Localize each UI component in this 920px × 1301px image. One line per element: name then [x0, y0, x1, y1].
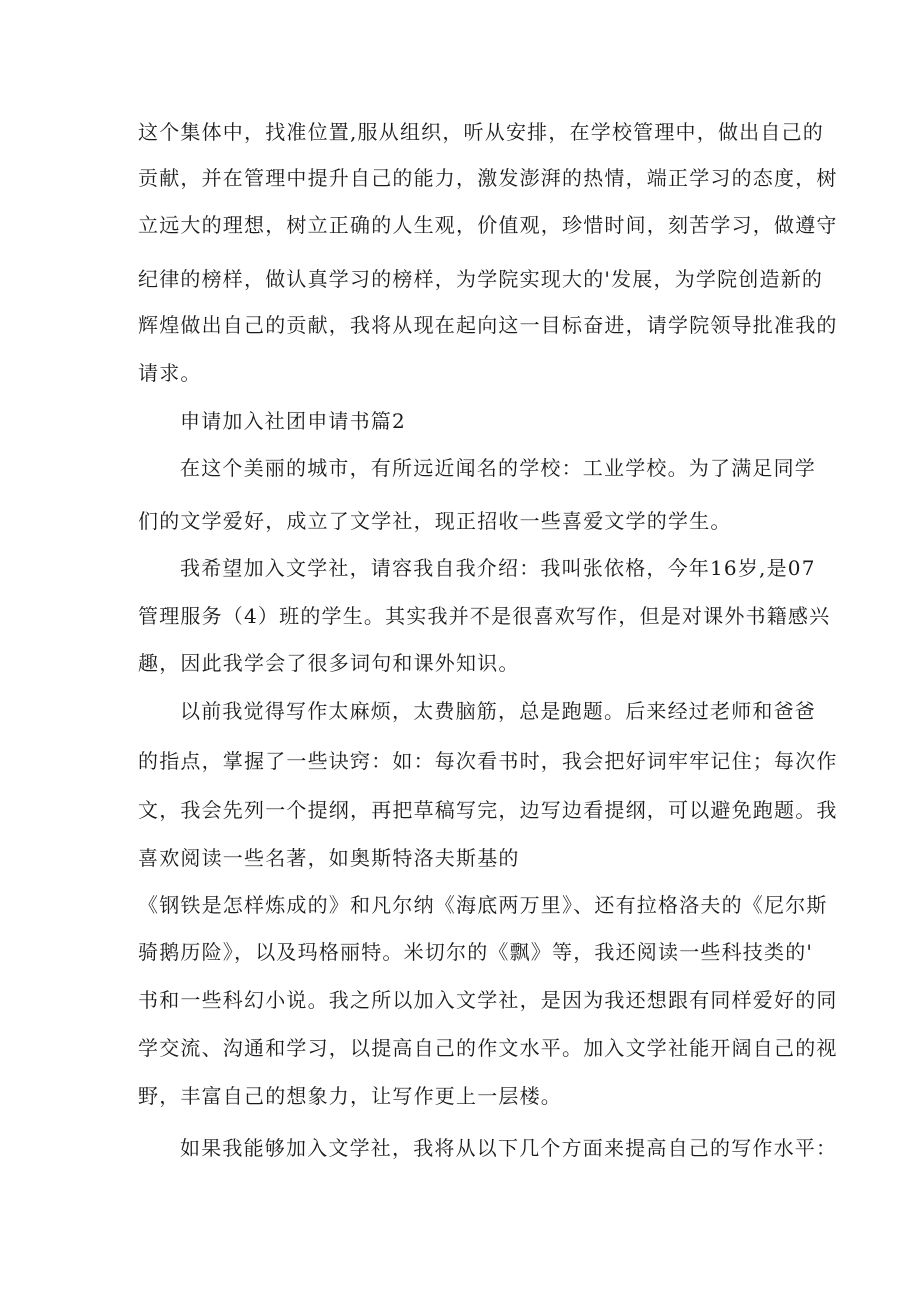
text-line: 在这个美丽的城市，有所远近闻名的学校：工业学校。为了满足同学 — [180, 456, 816, 480]
text-line: 骑鹅历险》，以及玛格丽特。米切尔的《飘》等，我还阅读一些科技类的' — [138, 940, 814, 964]
text-line: 立远大的理想，树立正确的人生观，价值观，珍惜时间，刻苦学习，做遵守 — [138, 213, 838, 237]
text-line: 贡献，并在管理中提升自己的能力，激发澎湃的热情，端正学习的态度，树 — [138, 166, 838, 190]
text-line: 趣，因此我学会了很多词句和课外知识。 — [138, 651, 520, 675]
text-line: 管理服务（4）班的学生。其实我并不是很喜欢写作，但是对课外书籍感兴 — [138, 604, 831, 628]
text-line: 这个集体中，找准位置,服从组织，听从安排，在学校管理中，做出自己的 — [138, 120, 824, 144]
text-line: 野，丰富自己的想象力，让写作更上一层楼。 — [138, 1084, 562, 1108]
text-line: 喜欢阅读一些名著，如奥斯特洛夫斯基的 — [138, 846, 520, 870]
text-line: 如果我能够加入文学社，我将从以下几个方面来提高自己的写作水平： — [180, 1136, 838, 1160]
text-line: 《钢铁是怎样炼成的》和凡尔纳《海底两万里》、还有拉格洛夫的《尼尔斯 — [138, 893, 828, 917]
text-line: 辉煌做出自己的贡献，我将从现在起向这一目标奋进，请学院领导批准我的 — [138, 313, 838, 337]
text-line: 的指点，掌握了一些诀窍：如：每次看书时，我会把好词牢牢记住；每次作 — [138, 749, 838, 773]
text-line: 请求。 — [138, 361, 202, 385]
text-line: 学交流、沟通和学习，以提高自己的作文水平。加入文学社能开阔自己的视 — [138, 1036, 838, 1060]
text-line: 们的文学爱好，成立了文学社，现正招收一些喜爱文学的学生。 — [138, 509, 732, 533]
text-line: 文，我会先列一个提纲，再把草稿写完，边写边看提纲，可以避免跑题。我 — [138, 798, 838, 822]
section-heading: 申请加入社团申请书篇2 — [180, 409, 406, 433]
text-line: 纪律的榜样，做认真学习的榜样，为学院实现大的'发展，为学院创造新的 — [138, 267, 824, 291]
text-line: 以前我觉得写作太麻烦，太费脑筋，总是跑题。后来经过老师和爸爸 — [180, 699, 816, 723]
text-line: 我希望加入文学社，请容我自我介绍：我叫张依格，今年16岁,是07 — [180, 556, 816, 580]
text-line: 书和一些科幻小说。我之所以加入文学社，是因为我还想跟有同样爱好的同 — [138, 988, 838, 1012]
